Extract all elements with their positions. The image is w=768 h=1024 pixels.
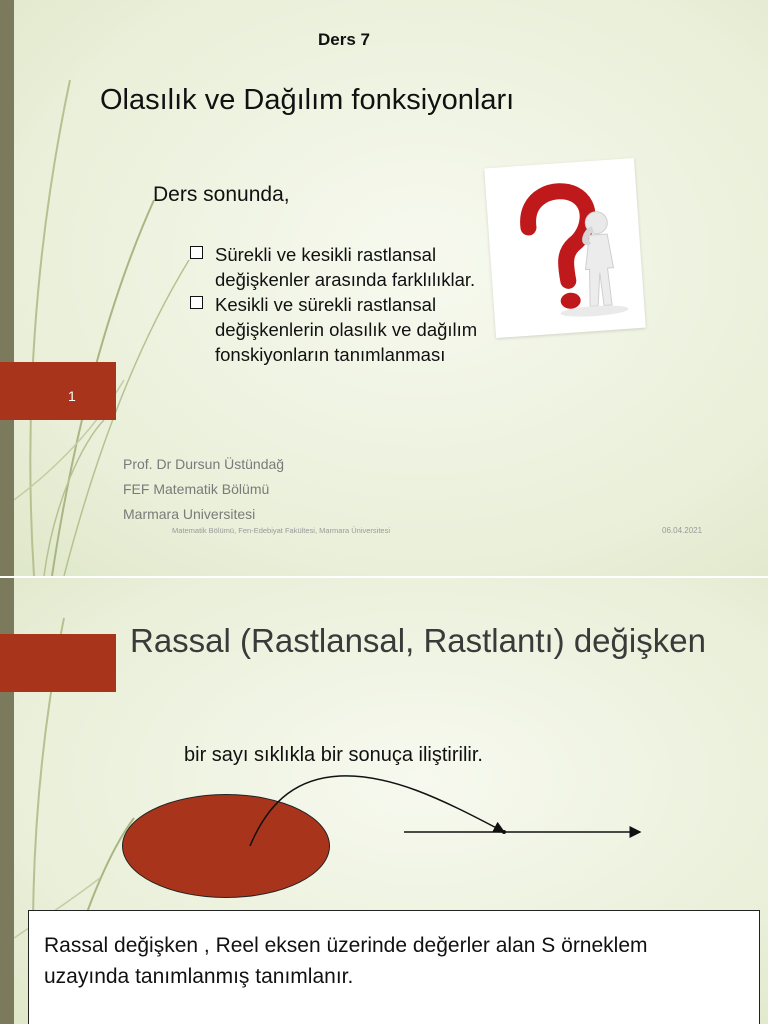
slide-title: Rassal (Rastlansal, Rastlantı) değişken [130, 622, 706, 659]
footer-date: 06.04.2021 [662, 526, 703, 535]
slide-2 [0, 578, 768, 1024]
list-item: Kesikli ve sürekli rastlansal değişkenlerin olasılık ve dağılım fonskiyonların tanımlanması [188, 292, 488, 367]
slide-title: Olasılık ve Dağılım fonksiyonları [100, 84, 515, 116]
author-department: FEF Matematik Bölümü [123, 481, 270, 497]
checkbox-bullet-icon [190, 246, 203, 259]
sidebar-stripe [0, 0, 14, 576]
author-name: Prof. Dr Dursun Üstündağ [123, 456, 285, 472]
lecture-label: Ders 7 [318, 30, 370, 49]
objectives-list [188, 242, 488, 367]
checkbox-bullet-icon [190, 296, 203, 309]
footer-text: Matematik Bölümü, Fen-Edebiyat Fakültesi, Marmara Üniversitesi [172, 526, 390, 535]
intro-text: Ders sonunda, [153, 183, 290, 206]
question-mark-figure-icon [484, 158, 645, 338]
author-university: Marmara Universitesi [123, 506, 256, 522]
subtitle-text: bir sayı sıklıkla bir sonuça iliştirilir. [184, 744, 483, 766]
definition-text: Rassal değişken , Reel eksen üzerinde değerler alan S örneklem uzayında tanımlanmış tanımlanır. [44, 934, 648, 988]
page-number: 1 [68, 388, 76, 404]
list-item: Sürekli ve kesikli rastlansal değişkenler arasında farklılıklar. [188, 242, 488, 292]
page-number-badge [0, 362, 116, 420]
